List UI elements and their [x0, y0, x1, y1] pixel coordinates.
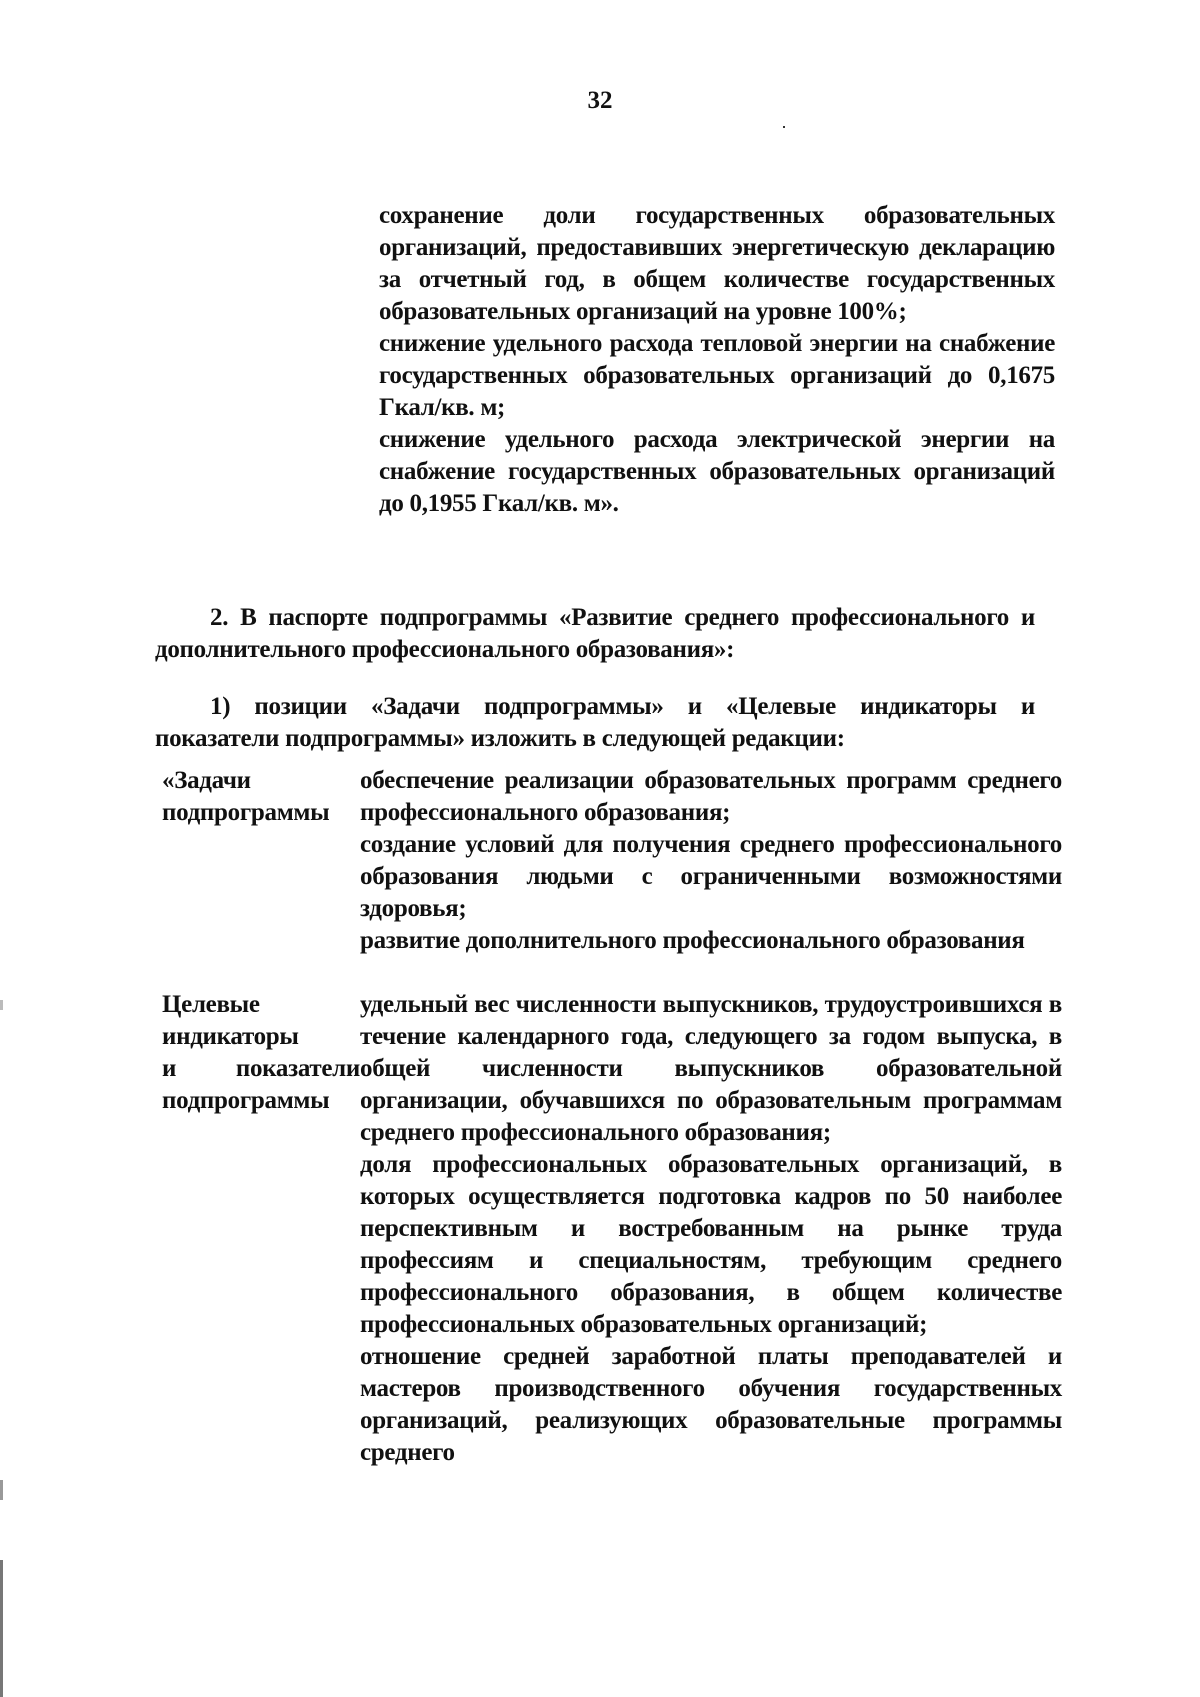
indicators-label [162, 989, 360, 1117]
indicators-label-line: и показатели [162, 1055, 360, 1082]
tasks-label [162, 765, 360, 829]
target-item-heat-consumption: снижение удельного расхода тепловой энергии на снабжение государственных образовательных организаций до 0,1675 Гкал/кв. м; [379, 330, 1055, 421]
target-values-block [379, 200, 1055, 520]
passport-table [162, 765, 1062, 1469]
indicator-item: удельный вес численности выпускников, трудоустроившихся в течение календарного года, следующего за годом выпуска, в общей численности выпускников образовательной организации, обучавшихся по образовательным программам среднего профессионального образования; [360, 991, 1062, 1146]
table-row-tasks [162, 765, 1062, 957]
table-row-indicators [162, 989, 1062, 1469]
target-item-electricity-consumption: снижение удельного расхода электрической энергии на снабжение государственных образовательных организаций до 0,1955 Гкал/кв. м». [379, 426, 1055, 517]
task-item: развитие дополнительного профессионального образования [360, 927, 1025, 954]
tasks-label-line: подпрограммы [162, 799, 330, 826]
scan-dot-artifact [783, 126, 785, 128]
paragraph-subprogram-passport: 2. В паспорте подпрограммы «Развитие среднего профессионального и дополнительного профессионального образования»: [155, 604, 1035, 663]
paragraph-positions-amendment: 1) позиции «Задачи подпрограммы» и «Целевые индикаторы и показатели подпрограммы» изложить в следующей редакции: [155, 693, 1035, 752]
task-item: обеспечение реализации образовательных программ среднего профессионального образования; [360, 767, 1062, 826]
indicator-item: отношение средней заработной платы преподавателей и мастеров производственного обучения государственных организаций, реализующих образовательные программы среднего [360, 1343, 1062, 1466]
target-item-energy-declaration: сохранение доли государственных образовательных организаций, предоставивших энергетическую декларацию за отчетный год, в общем количестве государственных образовательных организаций на уровне 100%; [379, 202, 1055, 325]
scan-edge-artifact [0, 0, 3, 1697]
tasks-label-line: «Задачи [162, 767, 251, 794]
indicators-label-line: подпрограммы [162, 1087, 330, 1114]
page-number: 32 [587, 87, 613, 114]
tasks-content [360, 765, 1062, 957]
indicators-label-line: Целевые [162, 991, 260, 1018]
indicators-content [360, 989, 1062, 1469]
indicator-item: доля профессиональных образовательных организаций, в которых осуществляется подготовка кадров по 50 наиболее перспективным и востребованным на рынке труда профессиям и специальностям, требующим среднего профессионального образования, в общем количестве профессиональных образовательных организаций; [360, 1151, 1062, 1338]
task-item: создание условий для получения среднего профессионального образования людьми с ограниченными возможностями здоровья; [360, 831, 1062, 922]
indicators-label-line: индикаторы [162, 1023, 299, 1050]
